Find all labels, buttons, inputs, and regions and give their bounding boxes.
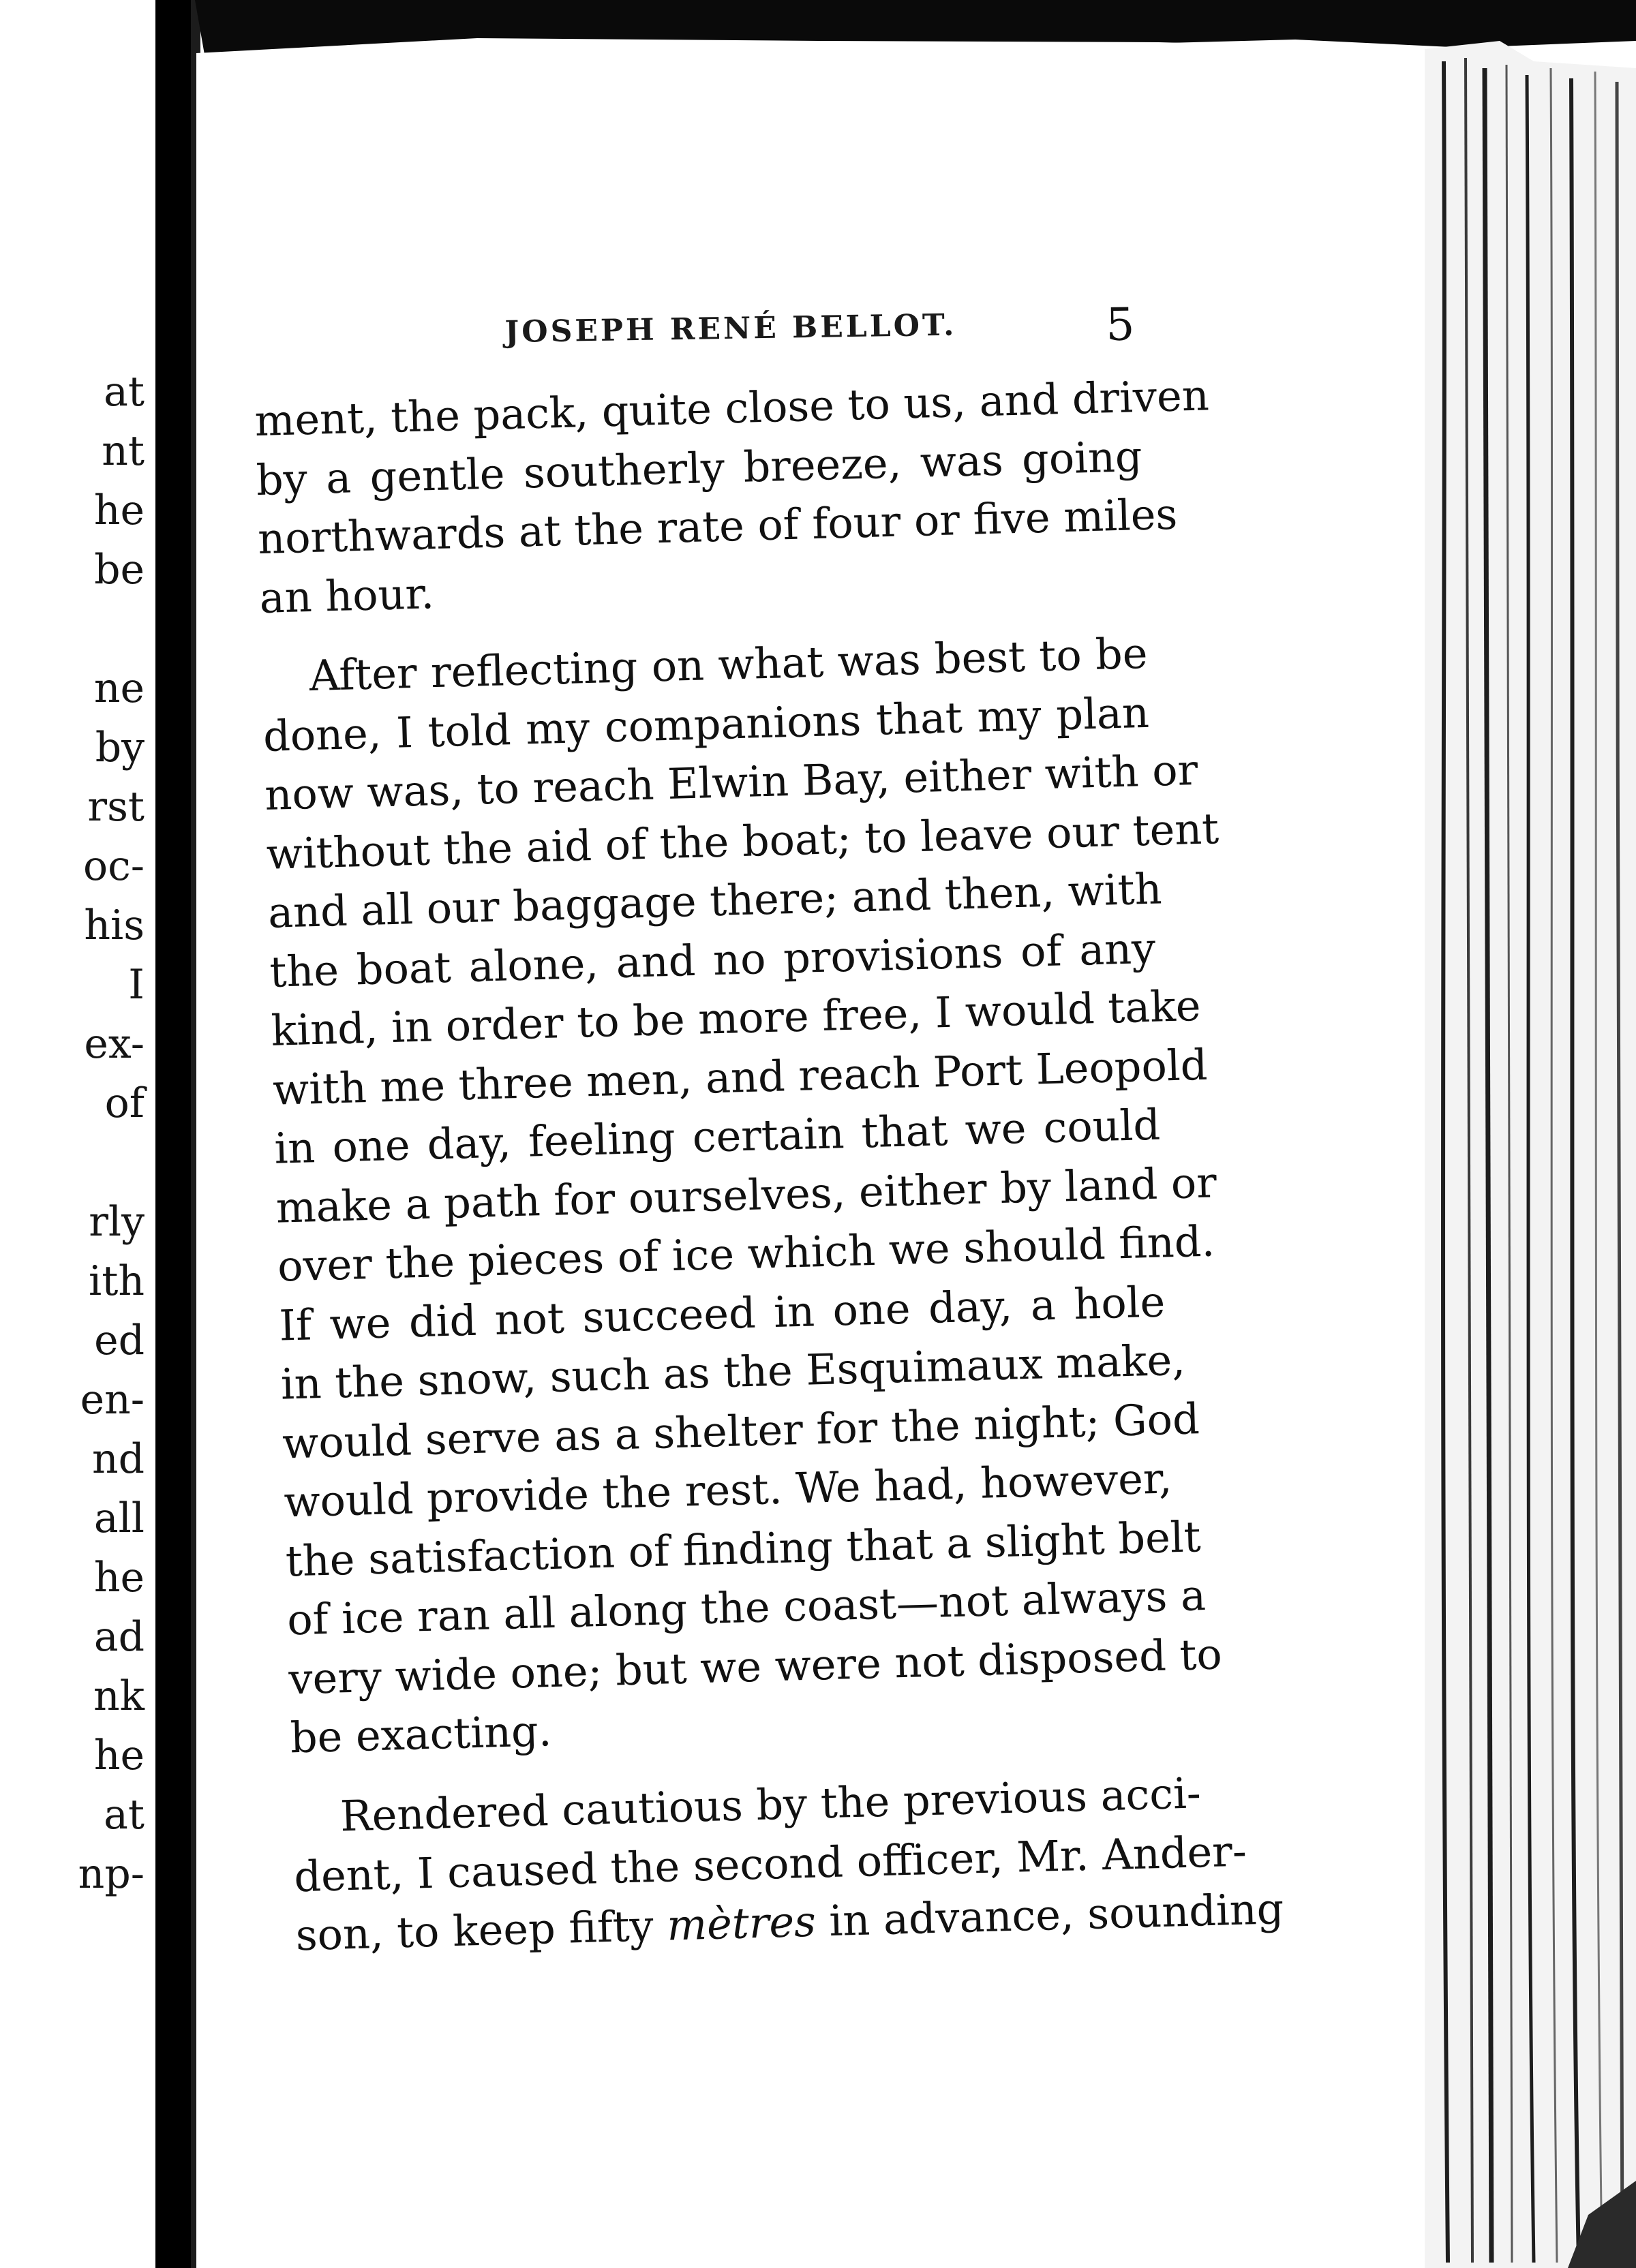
left-page-line: at — [104, 1791, 145, 1839]
text-line: If we did not succeed in one day, a hole — [278, 1276, 1166, 1351]
text-line: of ice ran all along the coast—not always a — [286, 1570, 1207, 1645]
left-page-line: at — [104, 368, 145, 416]
text-line: without the aid of the boat; to leave our tent — [265, 803, 1220, 879]
left-page-fragment — [0, 0, 157, 2268]
left-page-line: be — [94, 546, 145, 594]
left-page-line: rly — [89, 1198, 145, 1246]
running-title: JOSEPH RENÉ BELLOT. — [504, 307, 957, 350]
left-page-line: ex- — [84, 1020, 145, 1068]
text-line: very wide one; but we were not disposed to — [288, 1629, 1223, 1704]
text-line: make a path for ourselves, either by land or — [275, 1157, 1217, 1233]
left-page-line: np- — [78, 1850, 145, 1898]
left-page-line: ed — [94, 1317, 145, 1364]
left-page-line: en- — [80, 1376, 145, 1424]
text-run: in advance, sounding — [815, 1884, 1285, 1946]
left-page-line: ne — [93, 664, 145, 712]
left-page-line: oc- — [83, 842, 145, 890]
text-line: ment, the pack, quite close to us, and driven — [254, 370, 1210, 446]
page-number: 5 — [1105, 298, 1136, 352]
left-page-line: rst — [87, 783, 145, 831]
text-line: in the snow, such as the Esquimaux make, — [279, 1335, 1186, 1409]
left-page-line: he — [93, 1732, 145, 1779]
text-line: now was, to reach Elwin Bay, either with or — [264, 745, 1199, 821]
italic-word: mètres — [666, 1896, 817, 1950]
left-page-line: nk — [93, 1672, 145, 1720]
text-line: After reflecting on what was best to be — [308, 628, 1149, 701]
left-page-line: ad — [93, 1613, 145, 1661]
text-line: northwards at the rate of four or five miles — [257, 489, 1179, 564]
text-line: would provide the rest. We had, however, — [283, 1453, 1173, 1527]
text-line: kind, in order to be more free, I would take — [270, 981, 1202, 1056]
text-line: over the pieces of ice which we should find. — [277, 1216, 1215, 1291]
text-line: Rendered cautious by the previous acci- — [339, 1768, 1202, 1841]
text-line: and all our baggage there; and then, with — [267, 863, 1163, 938]
text-line: an hour. — [258, 568, 435, 623]
left-page-line: his — [84, 902, 145, 949]
left-page-line: by — [95, 724, 145, 771]
gutter-shadow — [155, 0, 196, 2268]
text-line: the satisfaction of finding that a slight belt — [284, 1511, 1202, 1587]
left-page-line: ith — [89, 1257, 145, 1305]
text-line: done, I told my companions that my plan — [262, 687, 1150, 761]
text-line: would serve as a shelter for the night; God — [282, 1393, 1200, 1469]
text-run: son, to keep fifty — [294, 1900, 668, 1961]
left-page-line: nt — [102, 427, 145, 475]
text-line: be exacting. — [289, 1706, 553, 1763]
text-line: dent, I caused the second officer, Mr. Ander- — [293, 1826, 1247, 1901]
left-page-line: he — [93, 1554, 145, 1602]
text-line: by a gentle southerly breeze, was going — [255, 431, 1143, 505]
text-line: the boat alone, and no provisions of any — [269, 923, 1157, 997]
left-page-line: of — [104, 1079, 145, 1127]
text-line: with me three men, and reach Port Leopold — [272, 1039, 1209, 1115]
text-line: in one day, feeling certain that we could — [273, 1099, 1162, 1174]
left-page-line: all — [93, 1495, 145, 1542]
left-page-line: nd — [91, 1435, 145, 1483]
left-page-line: he — [93, 487, 145, 534]
left-page-line: I — [128, 961, 145, 1009]
